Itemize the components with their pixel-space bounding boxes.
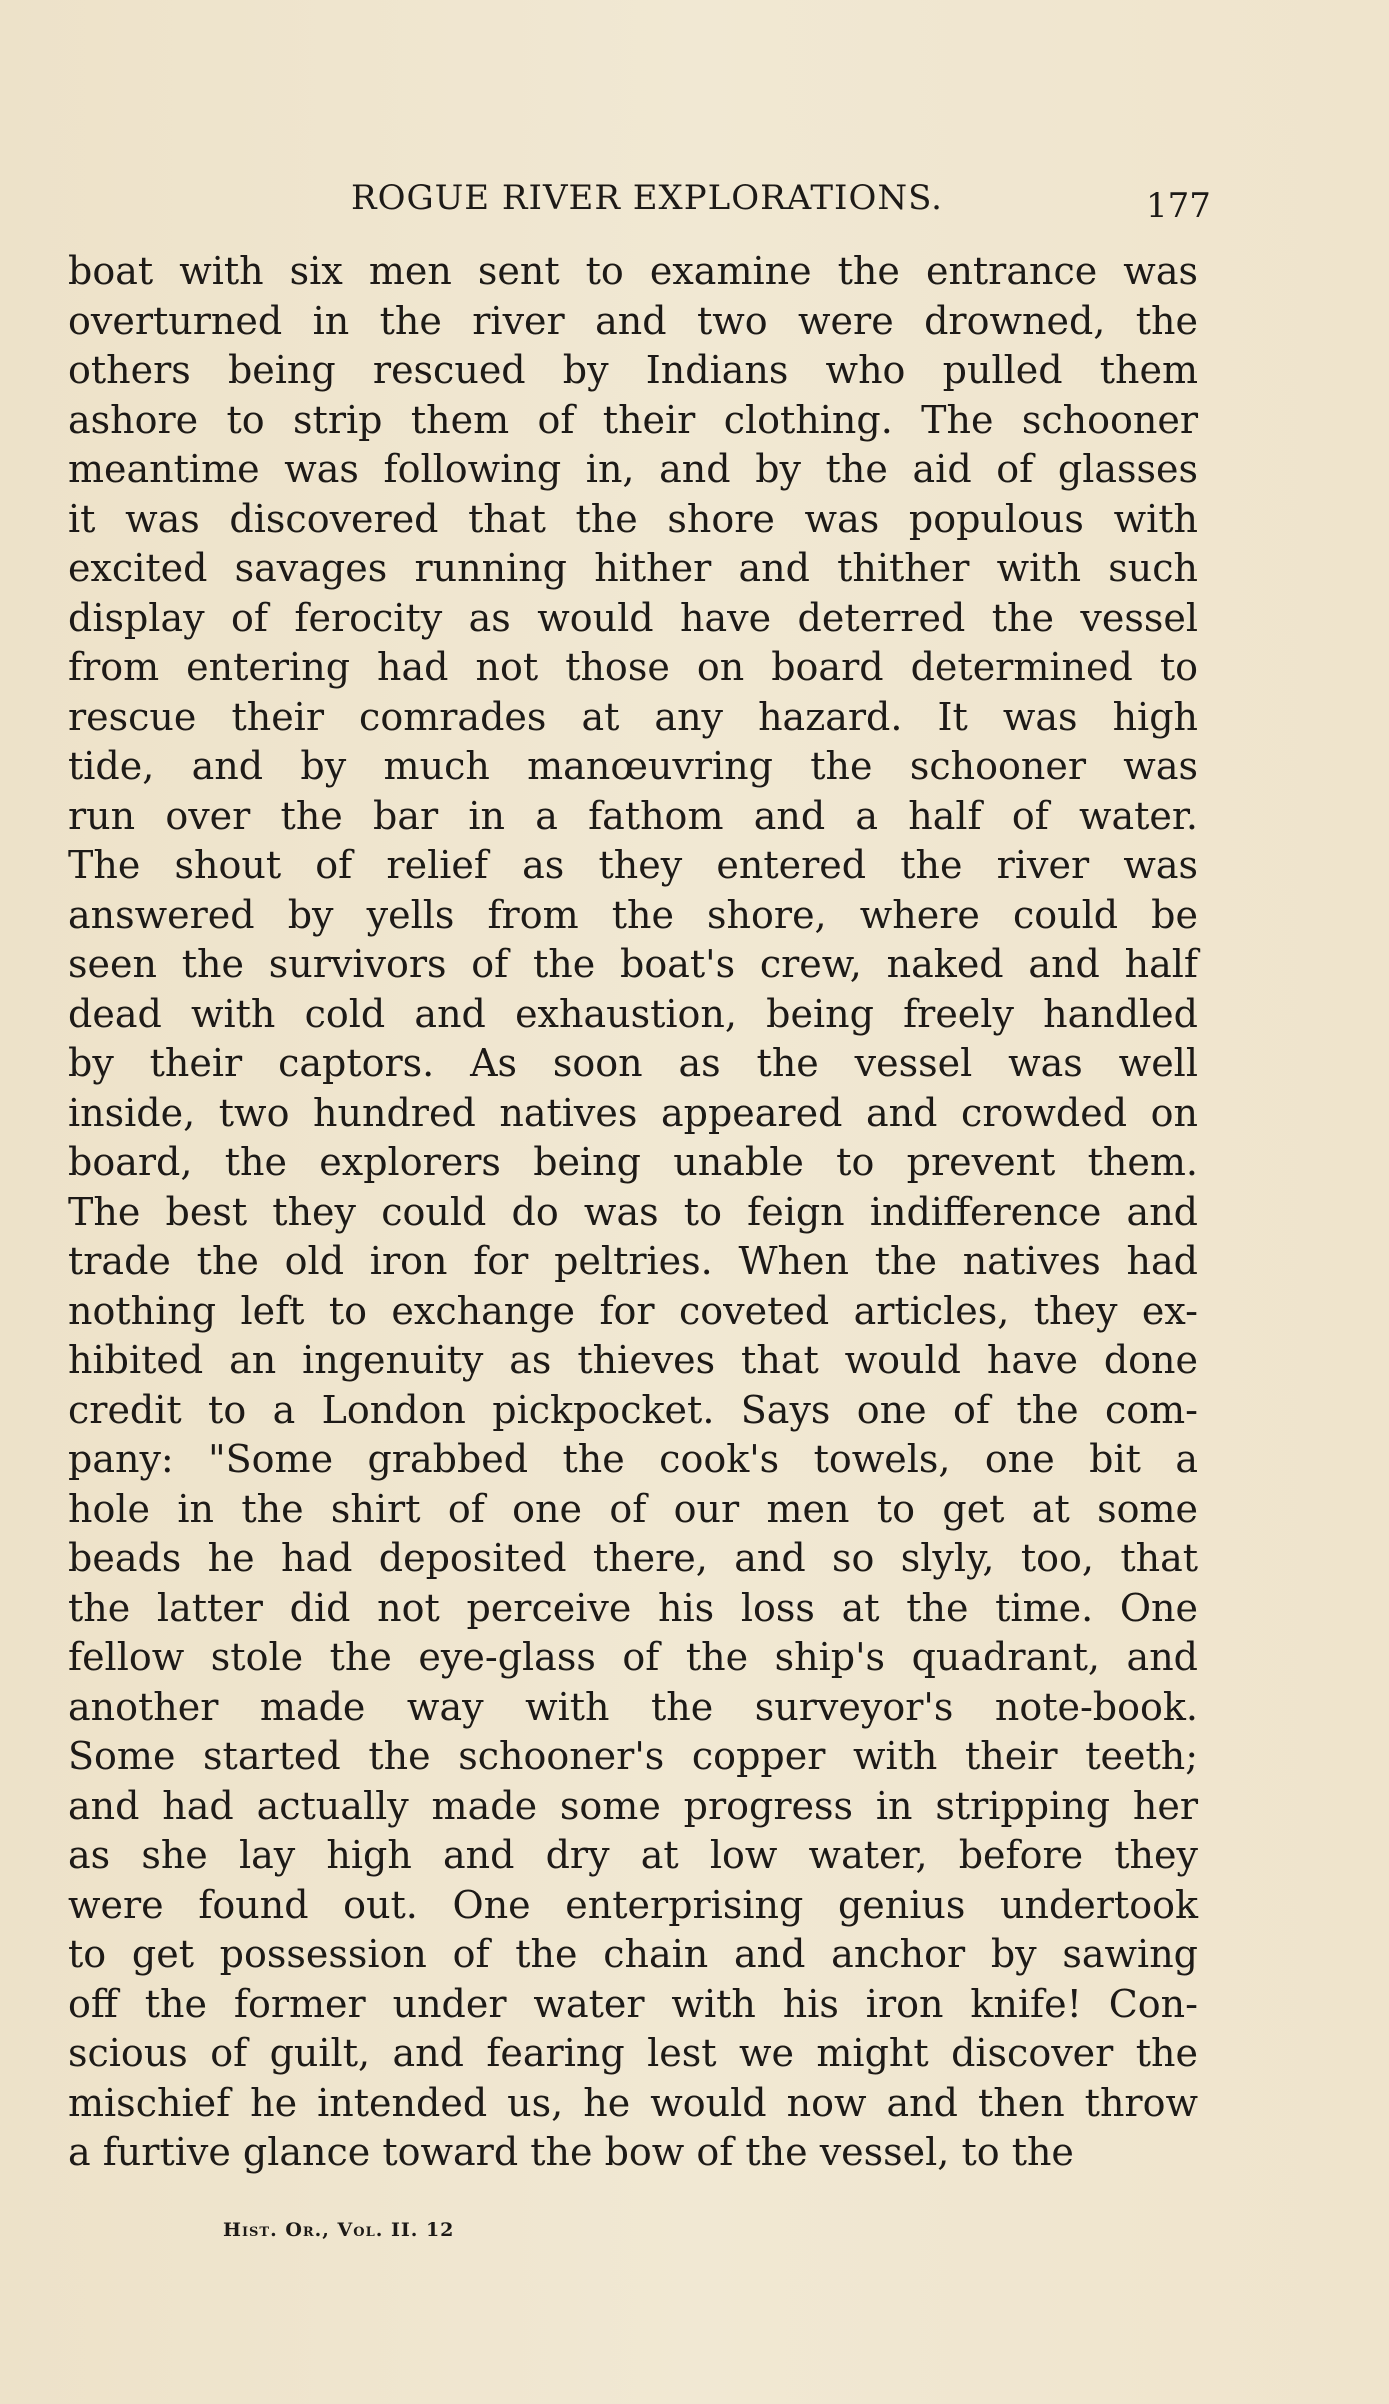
text-line: others being rescued by Indians who pulled them	[68, 348, 1198, 392]
text-line: answered by yells from the shore, where could be	[68, 892, 1198, 937]
text-line: seen the survivors of the boat's crew, naked and half	[68, 942, 1198, 986]
text-line: fellow stole the eye-glass of the ship's quadrant, and	[68, 1635, 1198, 1679]
text-line: board, the explorers being unable to prevent them.	[68, 1140, 1198, 1184]
text-line: as she lay high and dry at low water, before they	[68, 1833, 1198, 1877]
text-line: mischief he intended us, he would now and then throw	[68, 2080, 1198, 2125]
text-line: tide, and by much manœuvring the schooner was	[68, 744, 1198, 788]
text-line: another made way with the surveyor's note-book.	[68, 1684, 1198, 1729]
text-line: overturned in the river and two were drowned, the	[68, 298, 1198, 343]
text-line: scious of guilt, and fearing lest we might discover the	[68, 2031, 1198, 2075]
text-line: hole in the shirt of one of our men to get at some	[68, 1486, 1198, 1531]
text-line: boat with six men sent to examine the entrance was	[68, 249, 1198, 293]
text-line: inside, two hundred natives appeared and crowded on	[68, 1090, 1198, 1135]
text-line: from entering had not those on board determined to	[68, 645, 1198, 689]
text-line: Some started the schooner's copper with their teeth;	[68, 1734, 1198, 1778]
text-line: hibited an ingenuity as thieves that would have done	[68, 1338, 1198, 1382]
text-line: meantime was following in, and by the aid of glasses	[68, 447, 1198, 491]
text-line: it was discovered that the shore was populous with	[68, 496, 1198, 541]
text-line: rescue their comrades at any hazard. It was high	[68, 694, 1198, 739]
text-line: to get possession of the chain and anchor by sawing	[68, 1932, 1198, 1976]
text-line: excited savages running hither and thither with such	[68, 546, 1198, 590]
text-line: a furtive glance toward the bow of the vessel, to the	[68, 2130, 1074, 2174]
text-line: dead with cold and exhaustion, being freely handled	[68, 991, 1198, 1036]
text-line: the latter did not perceive his loss at the time. One	[68, 1585, 1198, 1630]
text-line: nothing left to exchange for coveted articles, they ex-	[68, 1288, 1198, 1333]
text-line: credit to a London pickpocket. Says one of the com-	[68, 1387, 1198, 1432]
text-line: run over the bar in a fathom and a half of water.	[68, 793, 1198, 838]
text-line: pany: "Some grabbed the cook's towels, one bit a	[68, 1437, 1198, 1481]
text-line: The shout of relief as they entered the river was	[68, 843, 1198, 887]
text-line: trade the old iron for peltries. When the natives had	[68, 1239, 1198, 1283]
text-line: and had actually made some progress in stripping her	[68, 1783, 1198, 1828]
signature-mark: Hist. Or., Vol. II. 12	[223, 2219, 455, 2241]
text-line: display of ferocity as would have deterred the vessel	[68, 595, 1198, 640]
body-text	[68, 247, 1198, 2178]
text-line: off the former under water with his iron knife! Con-	[68, 1981, 1198, 2026]
text-line: The best they could do was to feign indifference and	[68, 1189, 1198, 1234]
text-line: by their captors. As soon as the vessel was well	[68, 1041, 1198, 1085]
text-line: beads he had deposited there, and so slyly, too, that	[68, 1536, 1198, 1580]
page-number: 177	[1146, 186, 1211, 226]
running-title: ROGUE RIVER EXPLORATIONS.	[351, 178, 943, 218]
text-line: ashore to strip them of their clothing. The schooner	[68, 397, 1198, 442]
text-line: were found out. One enterprising genius undertook	[68, 1882, 1198, 1927]
